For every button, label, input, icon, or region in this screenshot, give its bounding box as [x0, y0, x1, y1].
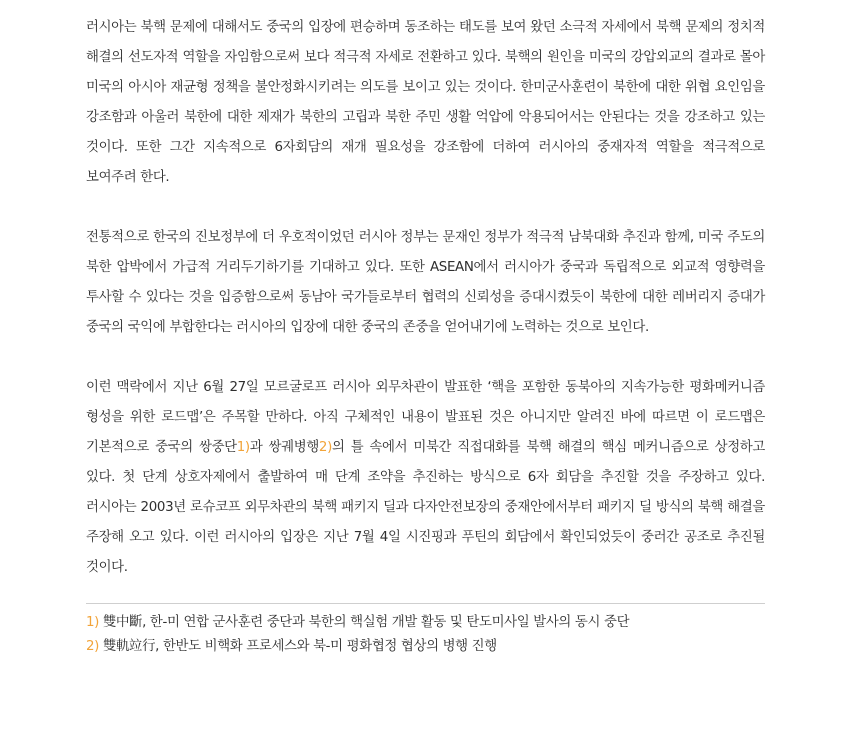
paragraph-3-text-a: 이런 맥락에서 지난 6월 27일 모르굴로프 러시아 외무차관이 발표한 ‘핵을 포함한 동북아의 지속가능한 평화메커니즘 형성을 위한 로드맵’은 주목할 만하다. 아직 구체적인 내용이 발표된 것은 아니지만 알려진 바에 따르면 이 로드맵은 기본적으로 중국의 쌍중단 — [86, 380, 765, 455]
paragraph-2: 전통적으로 한국의 진보정부에 더 우호적이었던 러시아 정부는 문재인 정부가 적극적 남북대화 추진과 함께, 미국 주도의 북한 압박에서 가급적 거리두기하기를 기대하고 있다. 또한 ASEAN에서 러시아가 중국과 독립적으로 외교적 영향력을 투사할 수 있다는 것을 입증함으로써 동남아 국가들로부터 협력의 신뢰성을 증대시켰듯이 북한에 대한 레버리지 증대가 중국의 국익에 부합한다는 러시아의 입장에 대한 중국의 존중을 얻어내기에 노력하는 것으로 보인다. — [86, 230, 765, 335]
paragraph-3-text-c: 의 틀 속에서 미북간 직접대화를 북핵 해결의 핵심 메커니즘으로 상정하고 있다. 첫 단계 상호자제에서 출발하여 매 단계 조약을 추진하는 방식으로 6자 회담을 추진할 것을 주장하고 있다. 러시아는 2003년 로슈코프 외무차관의 북핵 패키지 딜과 다자안전보장의 중재안에서부터 패키지 딜 방식의 북핵 해결을 주장해 오고 있다. 이런 러시아의 입장은 지난 7월 4일 시진핑과 푸틴의 회담에서 확인되었듯이 중러간 공조로 추진될 것이다. — [86, 440, 765, 575]
paragraph-3 — [86, 373, 765, 583]
paragraph-3-text-b: 과 쌍궤병행 — [249, 440, 319, 455]
paragraph-1: 러시아는 북핵 문제에 대해서도 중국의 입장에 편승하며 동조하는 태도를 보여 왔던 소극적 자세에서 북핵 문제의 정치적 해결의 선도자적 역할을 자임함으로써 보다 적극적 자세로 전환하고 있다. 북핵의 원인을 미국의 강압외교의 결과로 몰아 미국의 아시아 재균형 정책을 불안정화시키려는 의도를 보이고 있는 것이다. 한미군사훈련이 북한에 대한 위협 요인임을 강조함과 아울러 북한에 대한 제재가 북한의 고립과 북한 주민 생활 억압에 악용되어서는 안된다는 것을 강조하고 있는 것이다. 또한 그간 지속적으로 6자회담의 재개 필요성을 강조함에 더하여 러시아의 중재자적 역할을 적극적으로 보여주려 한다. — [86, 20, 765, 185]
footnote-ref-1[interactable]: 1) — [236, 440, 250, 455]
footnote-2 — [86, 635, 765, 659]
footnote-divider — [86, 603, 765, 604]
footnote-ref-2[interactable]: 2) — [318, 440, 332, 455]
article-body — [86, 13, 765, 613]
footnotes — [86, 611, 765, 659]
footnote-text: 雙軌竝行, 한반도 비핵화 프로세스와 북-미 평화협정 협상의 병행 진행 — [102, 639, 497, 654]
footnote-number: 2) — [86, 639, 100, 654]
footnote-text: 雙中斷, 한-미 연합 군사훈련 중단과 북한의 핵실험 개발 활동 및 탄도미사일 발사의 동시 중단 — [102, 615, 630, 630]
footnote-1 — [86, 611, 765, 635]
footnote-number: 1) — [86, 615, 100, 630]
